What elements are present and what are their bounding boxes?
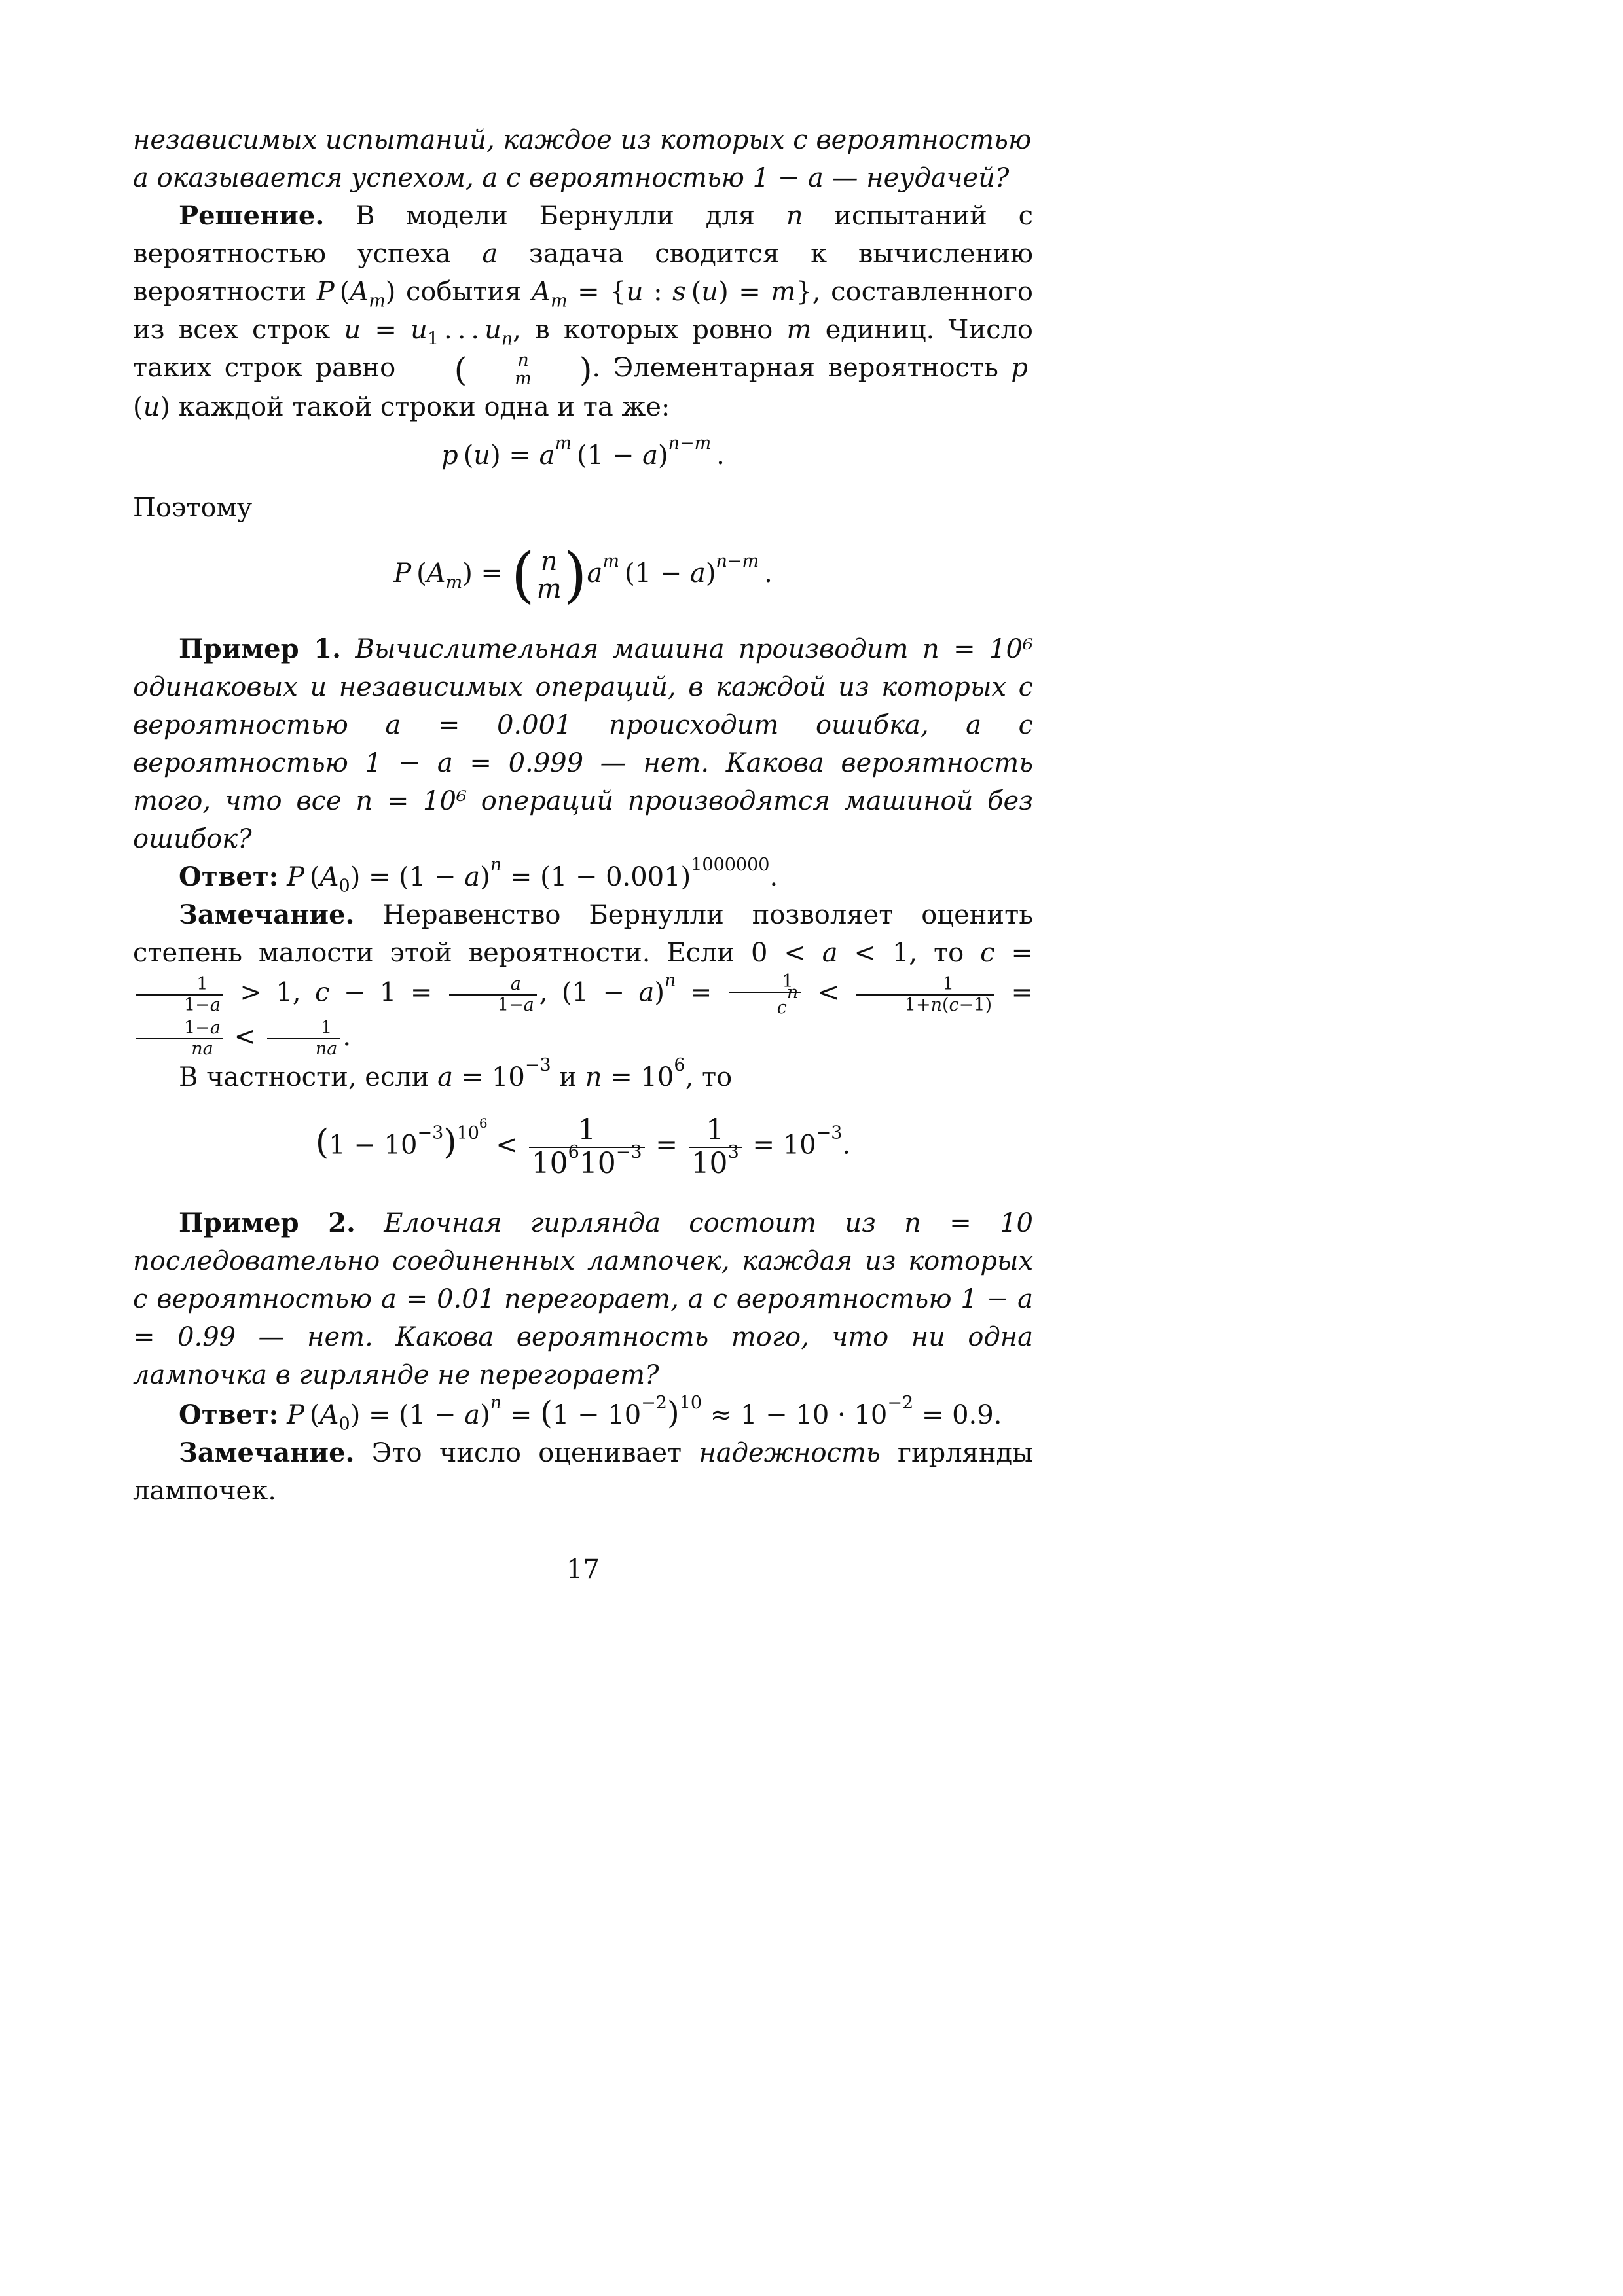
formula-estimate: $(1 - 10^{-3})^{10^6}$ < $\frac{1}{10^610^{-3}}$ = $\frac{1}{10^3}$ = $10^{-3}$.: [315, 1113, 851, 1180]
solution-label: Решение.: [179, 200, 325, 231]
answer-2-label: Ответ:: [179, 1399, 279, 1431]
example-2-label: Пример 2.: [179, 1208, 356, 1239]
solution-text-5: , составленного из всех строк: [133, 277, 1034, 345]
intro-paragraph: [133, 121, 1033, 197]
remark-1-text-2: , то: [909, 938, 981, 969]
in-particular: В частности, если $a = 10^{-3}$ и $n = 10^6$, то: [179, 1055, 733, 1093]
intro-line-1: независимых испытаний, каждое из которых с вероятностью: [133, 125, 1032, 155]
example-1-text: Вычислительная машина производит n = 10⁶ одинаковых и независимых операций, в каждой из которых с вероятностью a = 0.001 происходит ошибка, а с вероятностью 1 − a = 0.999 — нет. Какова вероятность того, что все n = 10⁶ операций производятся машиной без ошибок?: [133, 634, 1033, 855]
solution-text-1: В модели Бернулли для: [324, 201, 786, 231]
in-particular-text-3: , то: [685, 1062, 733, 1093]
example-1-label: Пример 1.: [179, 634, 341, 665]
formula-p-u: p $(u) = a^m$ $(1 - a)^{n-m}$ .: [441, 433, 725, 471]
remark-2-text-1: Это число оценивает: [354, 1438, 699, 1469]
remark-2-label: Замечание.: [179, 1437, 355, 1469]
answer-1-label: Ответ:: [179, 861, 279, 893]
formula-p-am: P $(A_m)$ = ( n m ) $a^m$ $(1 - a)^{n-m}$ .: [393, 540, 773, 611]
in-particular-text-2: и: [551, 1062, 585, 1093]
example-2-text: Елочная гирлянда состоит из n = 10 последовательно соединенных лампочек, каждая из которых с вероятностью a = 0.01 перегорает, а с вероятностью 1 − a = 0.99 — нет. Какова вероятность того, что ни одна лампочка в гирлянде не перегорает?: [133, 1208, 1033, 1391]
solution-text-9: каждой такой строки одна и та же:: [170, 392, 670, 423]
page-number: 17: [566, 1554, 600, 1585]
remark-2: [133, 1434, 1033, 1510]
binom-inline: ( n m ): [454, 350, 593, 389]
remark-1-text-1: Неравенство Бернулли позволяет оценить степень малости этой вероятности. Если: [133, 900, 1033, 969]
solution-text-6: , в которых ровно: [513, 315, 787, 345]
page-content: [133, 121, 1033, 1588]
remark-2-emphasis: надежность: [699, 1438, 881, 1469]
answer-1: Ответ: P $(A_0) = (1 - a)^n = (1 - 0.001)^{1000000}$.: [179, 855, 778, 897]
answer-1-exponent: 1000000: [691, 855, 770, 876]
remark-1-label: Замечание.: [179, 899, 355, 931]
solution-text-8: . Элементарная вероятность: [592, 353, 1012, 383]
solution-text-4: события: [395, 277, 532, 307]
intro-line-2: a оказывается успехом, а с вероятностью 1 − a — неудачей?: [133, 163, 1010, 193]
poetomu-text: Поэтому: [133, 493, 253, 524]
answer-2: Ответ: P $(A_0) = (1 - a)^n = (1 - 10^{-2})^{10} \approx 1 - 10 \cdot 10^{-2} = 0.9$.: [179, 1393, 1002, 1435]
solution-text-7: единиц. Число таких строк равно: [133, 315, 1033, 383]
in-particular-text-1: В частности, если: [179, 1062, 438, 1093]
solution-text-2: испытаний с вероятностью успеха: [133, 201, 1033, 269]
remark-1: Замечание. Неравенство Бернулли позволяет оценить степень малости этой вероятности. Если 0 < a < 1, то c = $\frac{1}{1-a}$ > 1, c − 1 = $\frac{a}{1-a}$ , $(1 - a)^n$ = $\frac{1}{c^n}$ < $\frac{1}{1+n(c-1)}$ = $\frac{1-a}{na}$ < $\frac{1}{na}$ .: [133, 899, 1033, 1059]
example-2: [133, 1204, 1033, 1394]
remark-2-text-2: гирлянды лампочек.: [133, 1438, 1033, 1507]
example-1: [133, 630, 1033, 858]
solution-text-3: задача сводится к вычислению вероятности: [133, 239, 1033, 307]
solution-paragraph: Решение. В модели Бернулли для n испытаний с вероятностью успеха a задача сводится к вычислению вероятности P $(A_m)$ события $A_m = \{u$ : s (u) = m}, составленного из всех строк $u = u_1$ . . . $u_n$, в которых ровно m единиц. Число таких строк равно ( n m ) . Элементарная вероятность p (u) каждой такой строки одна и та же:: [133, 200, 1034, 423]
